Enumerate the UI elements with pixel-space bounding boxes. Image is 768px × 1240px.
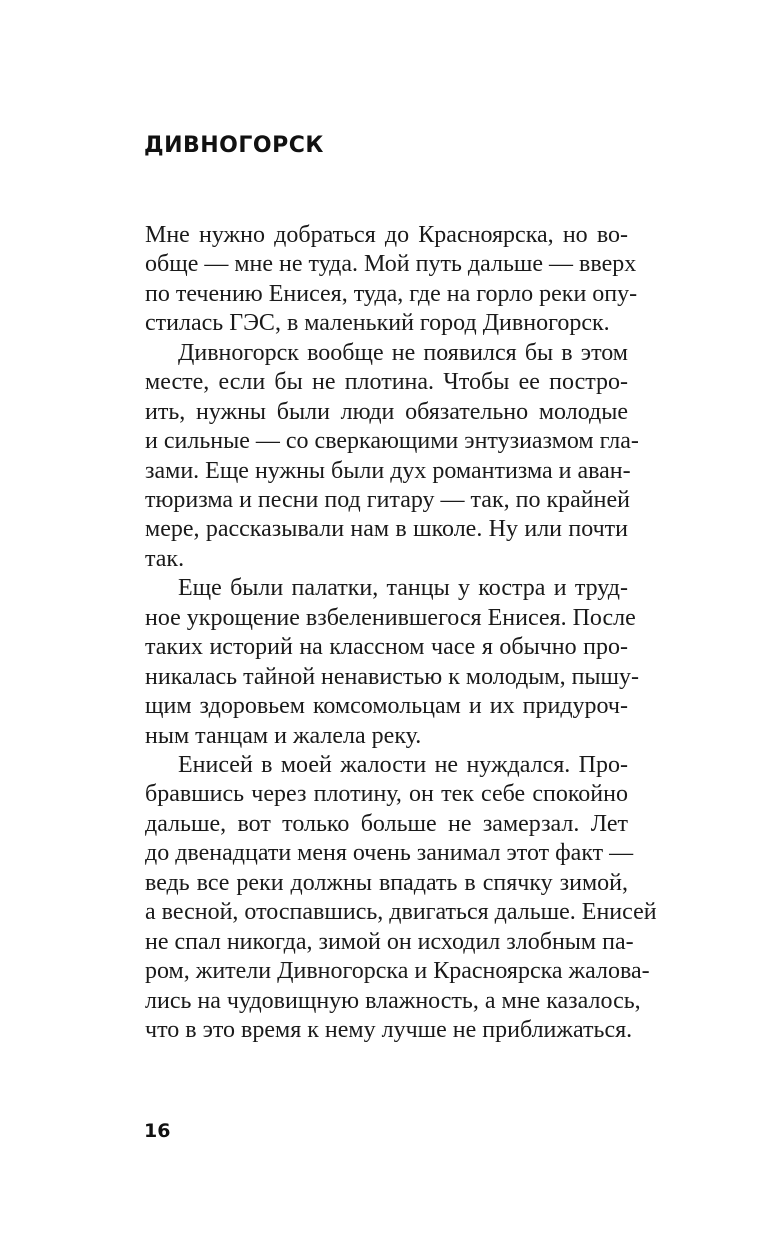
text-line: лись на чудовищную влажность, а мне казалось, <box>145 988 641 1014</box>
text-line: а весной, отоспавшись, двигаться дальше. Енисей <box>145 899 657 925</box>
text-line: дальше, вот только больше не замерзал. Лет <box>145 811 628 837</box>
text-line: обще — мне не туда. Мой путь дальше — вверх <box>145 251 637 277</box>
text-line: тюризма и песни под гитару — так, по крайней <box>145 487 630 513</box>
text-line: мере, рассказывали нам в школе. Ну или почти <box>145 516 628 542</box>
text-line: ведь все реки должны впадать в спячку зимой, <box>145 870 628 896</box>
text-line: что в это время к нему лучше не приближаться. <box>145 1017 633 1043</box>
text-line: до двенадцати меня очень занимал этот факт — <box>145 840 634 866</box>
text-line: не спал никогда, зимой он исходил злобным па- <box>145 929 634 955</box>
text-line: Еще были палатки, танцы у костра и труд- <box>178 575 628 601</box>
chapter-title: ДИВНОГОРСК <box>144 133 324 158</box>
text-line: Дивногорск вообще не появился бы в этом <box>178 340 628 366</box>
text-line: щим здоровьем комсомольцам и их придуроч- <box>145 693 628 719</box>
text-line: таких историй на классном часе я обычно про- <box>145 634 628 660</box>
page-number: 16 <box>144 1120 171 1142</box>
text-line: ным танцам и жалела реку. <box>145 723 422 749</box>
text-line: ное укрощение взбеленившегося Енисея. После <box>145 605 636 631</box>
text-line: бравшись через плотину, он тек себе спокойно <box>145 781 628 807</box>
text-line: по течению Енисея, туда, где на горло реки опу- <box>145 281 638 307</box>
text-line: Енисей в моей жалости не нуждался. Про- <box>178 752 628 778</box>
text-line: никалась тайной ненавистью к молодым, пышу- <box>145 664 640 690</box>
text-line: и сильные — со сверкающими энтузиазмом гла- <box>145 428 639 454</box>
text-line: ить, нужны были люди обязательно молодые <box>145 399 628 425</box>
text-line: ром, жители Дивногорска и Красноярска жалова- <box>145 958 650 984</box>
text-line: зами. Еще нужны были дух романтизма и аван- <box>145 458 631 484</box>
text-line: так. <box>145 546 185 572</box>
text-line: Мне нужно добраться до Красноярска, но во- <box>145 222 628 248</box>
text-line: месте, если бы не плотина. Чтобы ее постро- <box>145 369 628 395</box>
text-line: стилась ГЭС, в маленький город Дивногорск. <box>145 310 610 336</box>
